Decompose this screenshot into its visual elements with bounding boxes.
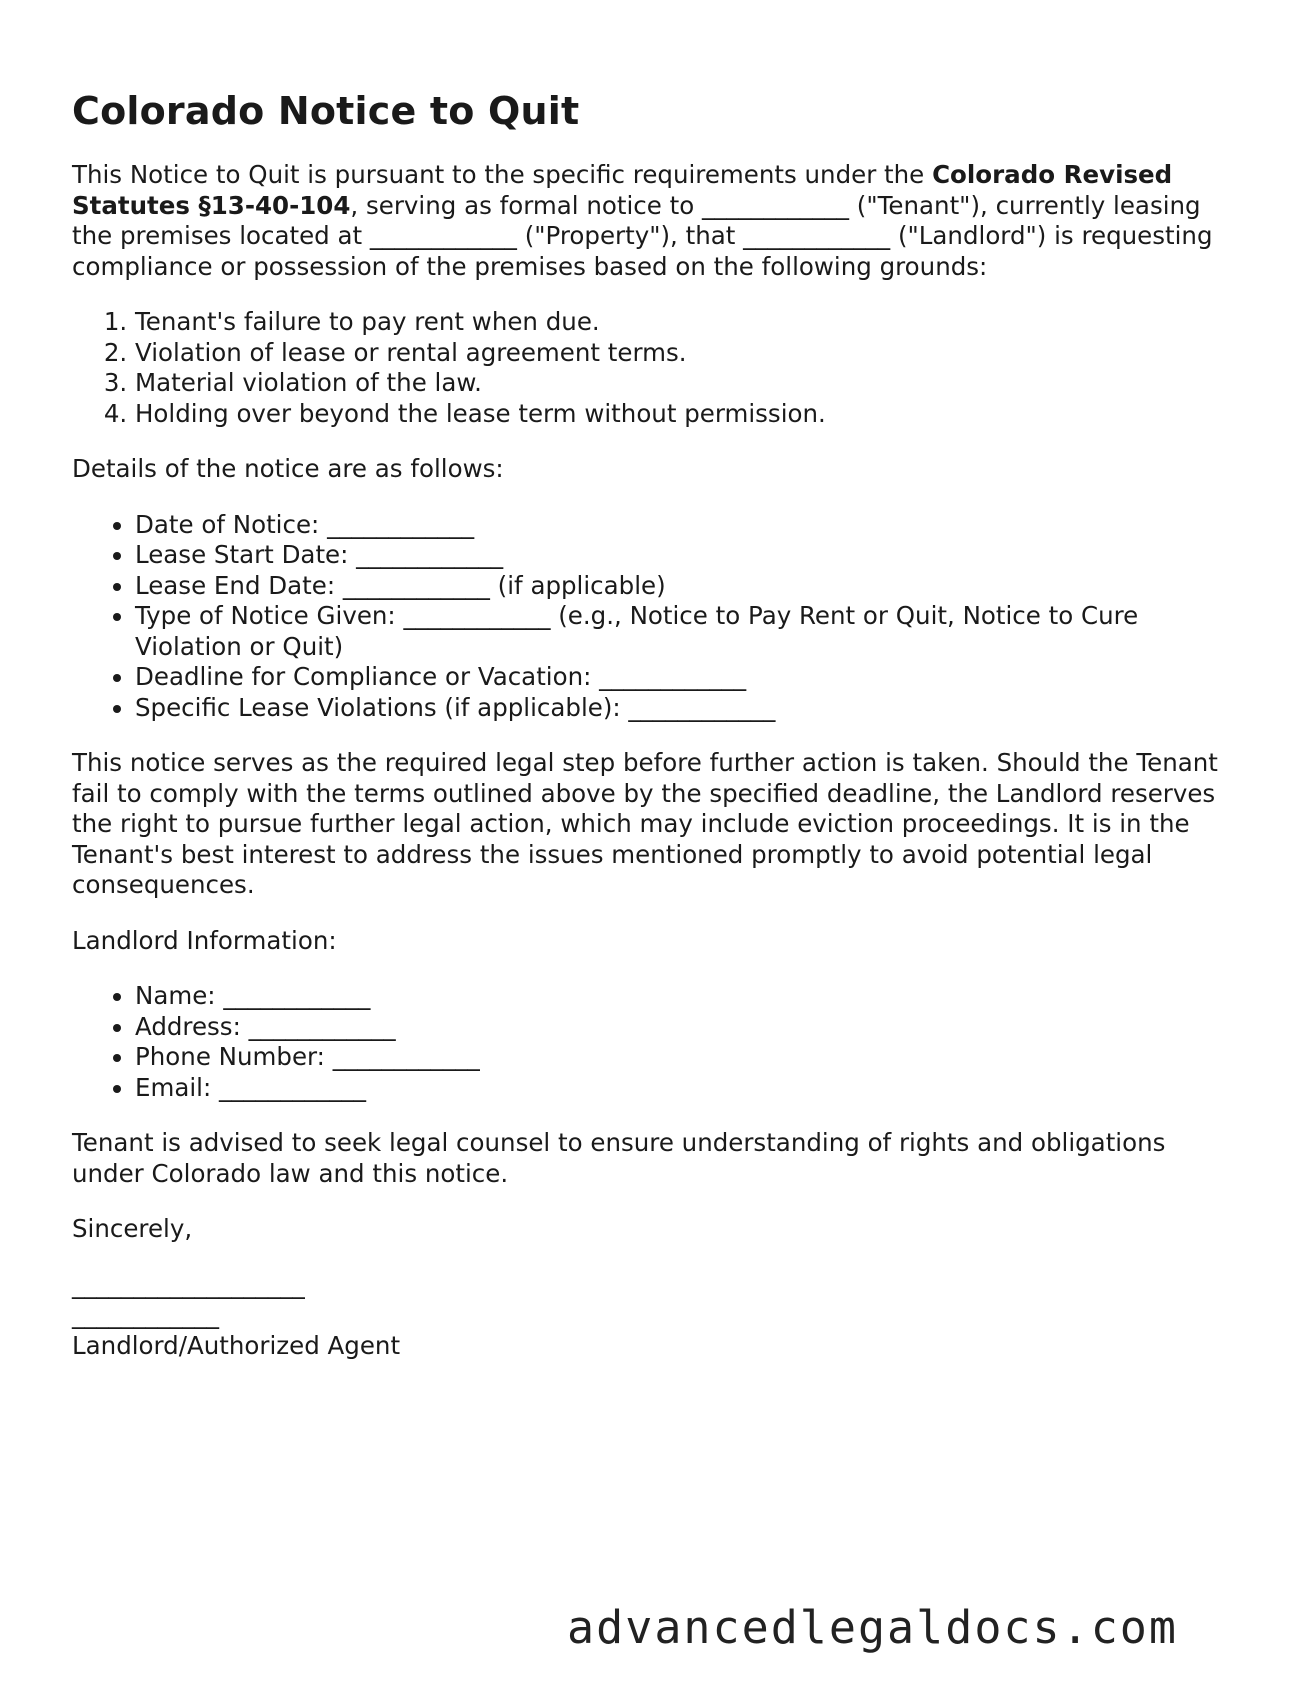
document-title: Colorado Notice to Quit (72, 89, 580, 133)
details-item: • Lease Start Date: ____________ (135, 540, 1242, 571)
details-item: • Date of Notice: ____________ (135, 510, 1242, 541)
details-item: • Type of Notice Given: ____________ (e.g., Notice to Pay Rent or Quit, Notice to Cure Violation or Quit) (135, 601, 1242, 662)
consequence-paragraph: This notice serves as the required legal step before further action is taken. Should the Tenant fail to comply with the terms outlined above by the specified deadline, the Landlord reserves the right to pursue further legal action, which may include eviction proceedings. It is in the Tenant's best interest to address the issues mentioned promptly to avoid potential legal consequences. (72, 748, 1218, 899)
grounds-item: 4. Holding over beyond the lease term without permission. (135, 399, 1242, 430)
intro-text-end: , serving as formal notice to ____________ ("Tenant"), currently leasing the premises located at ____________ ("Property"), that ____________ ("Landlord") is requesting compliance or possession of the premises based on the following grounds: (72, 190, 1213, 281)
details-item: • Deadline for Compliance or Vacation: ____________ (135, 662, 1242, 693)
landlord-heading: Landlord Information: (72, 925, 337, 955)
landlord-field: • Email: ____________ (135, 1073, 1242, 1104)
intro-text-start: This Notice to Quit is pursuant to the specific requirements under the (72, 160, 933, 189)
grounds-list (72, 307, 1242, 429)
site-watermark: advancedlegaldocs.com (567, 1601, 1178, 1654)
intro-paragraph (72, 160, 1242, 282)
details-list (72, 510, 1242, 724)
statute-reference: Colorado Revised Statutes §13-40-104 (72, 160, 1173, 220)
document-page (72, 88, 1242, 1361)
signature-line: ___________________ (72, 1269, 305, 1299)
landlord-field: • Phone Number: ____________ (135, 1042, 1242, 1073)
landlord-field: • Address: ____________ (135, 1012, 1242, 1043)
grounds-item: 1. Tenant's failure to pay rent when due. (135, 307, 1242, 338)
details-item: • Lease End Date: ____________ (if applicable) (135, 571, 1242, 602)
grounds-item: 2. Violation of lease or rental agreement terms. (135, 338, 1242, 369)
closing: Sincerely, (72, 1214, 193, 1243)
signature-line-continued: ____________ (72, 1300, 219, 1329)
details-heading: Details of the notice are as follows: (72, 454, 504, 483)
landlord-info-list (72, 981, 1242, 1103)
grounds-item: 3. Material violation of the law. (135, 368, 1242, 399)
details-item: • Specific Lease Violations (if applicable): ____________ (135, 693, 1242, 724)
landlord-field: • Name: ____________ (135, 981, 1242, 1012)
advice-paragraph: Tenant is advised to seek legal counsel to ensure understanding of rights and obligations under Colorado law and this notice. (72, 1128, 1166, 1188)
signature-label: Landlord/Authorized Agent (72, 1330, 401, 1360)
